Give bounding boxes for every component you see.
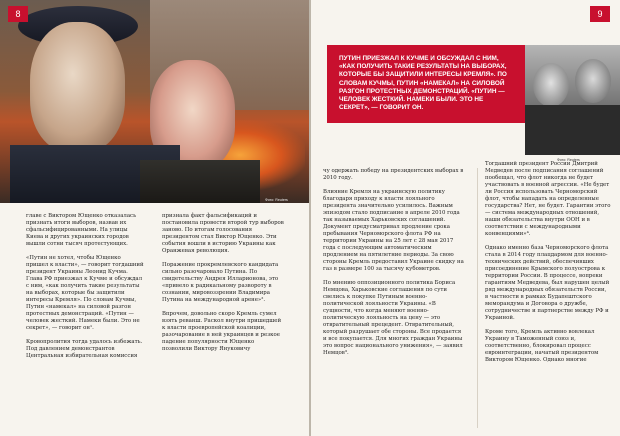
right-column-2	[485, 161, 611, 371]
paragraph: По мнению оппозиционного политика Бориса Немцова, Харьковские соглашения по сути свелись к покупке Путиным военно-политической лояльности Украины. «В сущности, что когда меняют военно-политическую лояльность на цену — это отвратительный прецедент. Отвратительный, который разрушает обе стороны. Все продается и все покупается. Для многих граждан Украины это вопрос национального унижения», — заявил Немцов³.	[323, 280, 463, 356]
protester-mask-yanukovych	[30, 22, 125, 152]
pull-quote	[327, 45, 525, 123]
leaders-photo	[525, 45, 620, 155]
pull-quote-text: ПУТИН ПРИЕЗЖАЛ К КУЧМЕ И ОБСУЖДАЛ С НИМ, «КАК ПОЛУЧИТЬ ТАКИЕ РЕЗУЛЬТАТЫ НА ВЫБОРАХ, КОТОРЫЕ БЫ ЗАЩИТИЛИ ИНТЕРЕСЫ КРЕМЛЯ». ПО СЛОВАМ КУЧМЫ, ПУТИН «НАМЕКАЛ» НА СИЛОВОЙ РАЗГОН ПРОТЕСТНЫХ ДЕМОНСТРАЦИЙ. «ПУТИН — ЧЕЛОВЕК ЖЕСТКИЙ. НАМЕКИ БЫЛИ. ЭТО НЕ СЕКРЕТ», — ГОВОРИТ ОН.	[339, 55, 507, 112]
page-number-right: 9	[590, 6, 610, 22]
protest-photo	[0, 0, 309, 203]
right-page	[311, 0, 620, 436]
paragraph: чу одержать победу на президентских выборах в 2010 году.	[323, 168, 464, 181]
paragraph: Кровопролития тогда удалось избежать. Под давлением демонстрантов Центральная избирательная комиссия	[26, 339, 143, 359]
paragraph: Кроме того, Кремль активно вовлекал Украину в Таможенный союз и, соответственно, блокировал процесс евроинтеграции, начатый президентом Виктором Ющенко. Однако многие	[485, 329, 599, 363]
left-column-1	[26, 213, 144, 367]
left-page	[0, 0, 309, 436]
column-divider	[477, 168, 478, 428]
paragraph: Впрочем, довольно скоро Кремль сумел взять реванш. Раскол внутри пришедшей к власти проевропейской коалиции, разочарование в ней украинцев и резкое падение популярности Ющенко позволили Виктору Януковичу	[162, 311, 282, 352]
right-column-1	[323, 168, 465, 364]
paragraph: Однако именно база Черноморского флота стала в 2014 году плацдармом для военно-технических действий, обеспечивших присоединение Крымского полуострова к территории России. В процессе, вопреки гарантиям Медведева, был нарушен целый ряд международных обязательств России, в частности в рамках Будапештского меморандума и Договора о дружбе, сотрудничестве и партнерстве между РФ и Украиной.	[485, 245, 610, 321]
photo-credit-right: Фото: Reuters	[557, 158, 580, 162]
photo-suits	[525, 105, 620, 155]
photo-person-1	[533, 63, 569, 107]
protester-coat-2	[140, 160, 260, 203]
paragraph: главе с Виктором Ющенко отказалась признать итоги выборов, назвав их сфальсифицированными. На улицы Киева и других украинских городов вышли сотни тысяч протестующих.	[26, 213, 137, 247]
paragraph: признала факт фальсификаций и постановила провести второй тур выборов заново. По итогам голосования президентом стал Виктор Ющенко. Эти события вошли в историю Украины как Оранжевая революция.	[162, 213, 284, 254]
photo-credit-left: Фото: Reuters	[265, 198, 288, 202]
paragraph: Влияние Кремля на украинскую политику благодаря приходу к власти лояльного президента значительно усилилось. Важным эпизодом стало подписание в апреле 2010 года так называемых Харьковских соглашений. Документ предусматривал продление срока пребывания Черноморского флота РФ на территории Украины на 25 лет с 28 мая 2017 года с последующим автоматическим продлением на пятилетние периоды. За свою стороны Кремль предоставил Украине скидку на газ в размере 100 за тысячу кубометров.	[323, 189, 464, 272]
photo-person-2	[575, 59, 611, 103]
paragraph: Поражение прокремлевского кандидата сильно разочаровало Путина. По свидетельству Андрея Илларионова, это «привело к радикальному развороту в сознании, мировоззрении Владимира Путина на международной арене»².	[162, 262, 279, 303]
left-column-2	[162, 213, 284, 360]
paragraph: Тогдашний президент России Дмитрий Медведев после подписания соглашений пообещал, что флот никогда не будет участвовать в военной агрессии. «Не будет ли Россия использовать Черноморский флот, чтобы нападать на определенные государства? Нет, не будет. Гарантии этого — система международных отношений, наши обязательства внутри ООН и в соответствии с международными конвенциями»⁴.	[485, 161, 611, 237]
page-number-left: 8	[8, 6, 28, 22]
paragraph: «Путин не хотел, чтобы Ющенко пришел к власти», — говорит тогдашний президент Украины Леонид Кучма. Глава РФ приезжал к Кучме и обсуждал с ним, «как получить такие результаты на выборах, которые бы защитили интересы Кремля». По словам Кучмы, Путин «намекал» на силовой разгон протестных демонстраций. «Путин — человек жесткий. Намеки были. Это не секрет», — говорит он¹.	[26, 255, 144, 331]
